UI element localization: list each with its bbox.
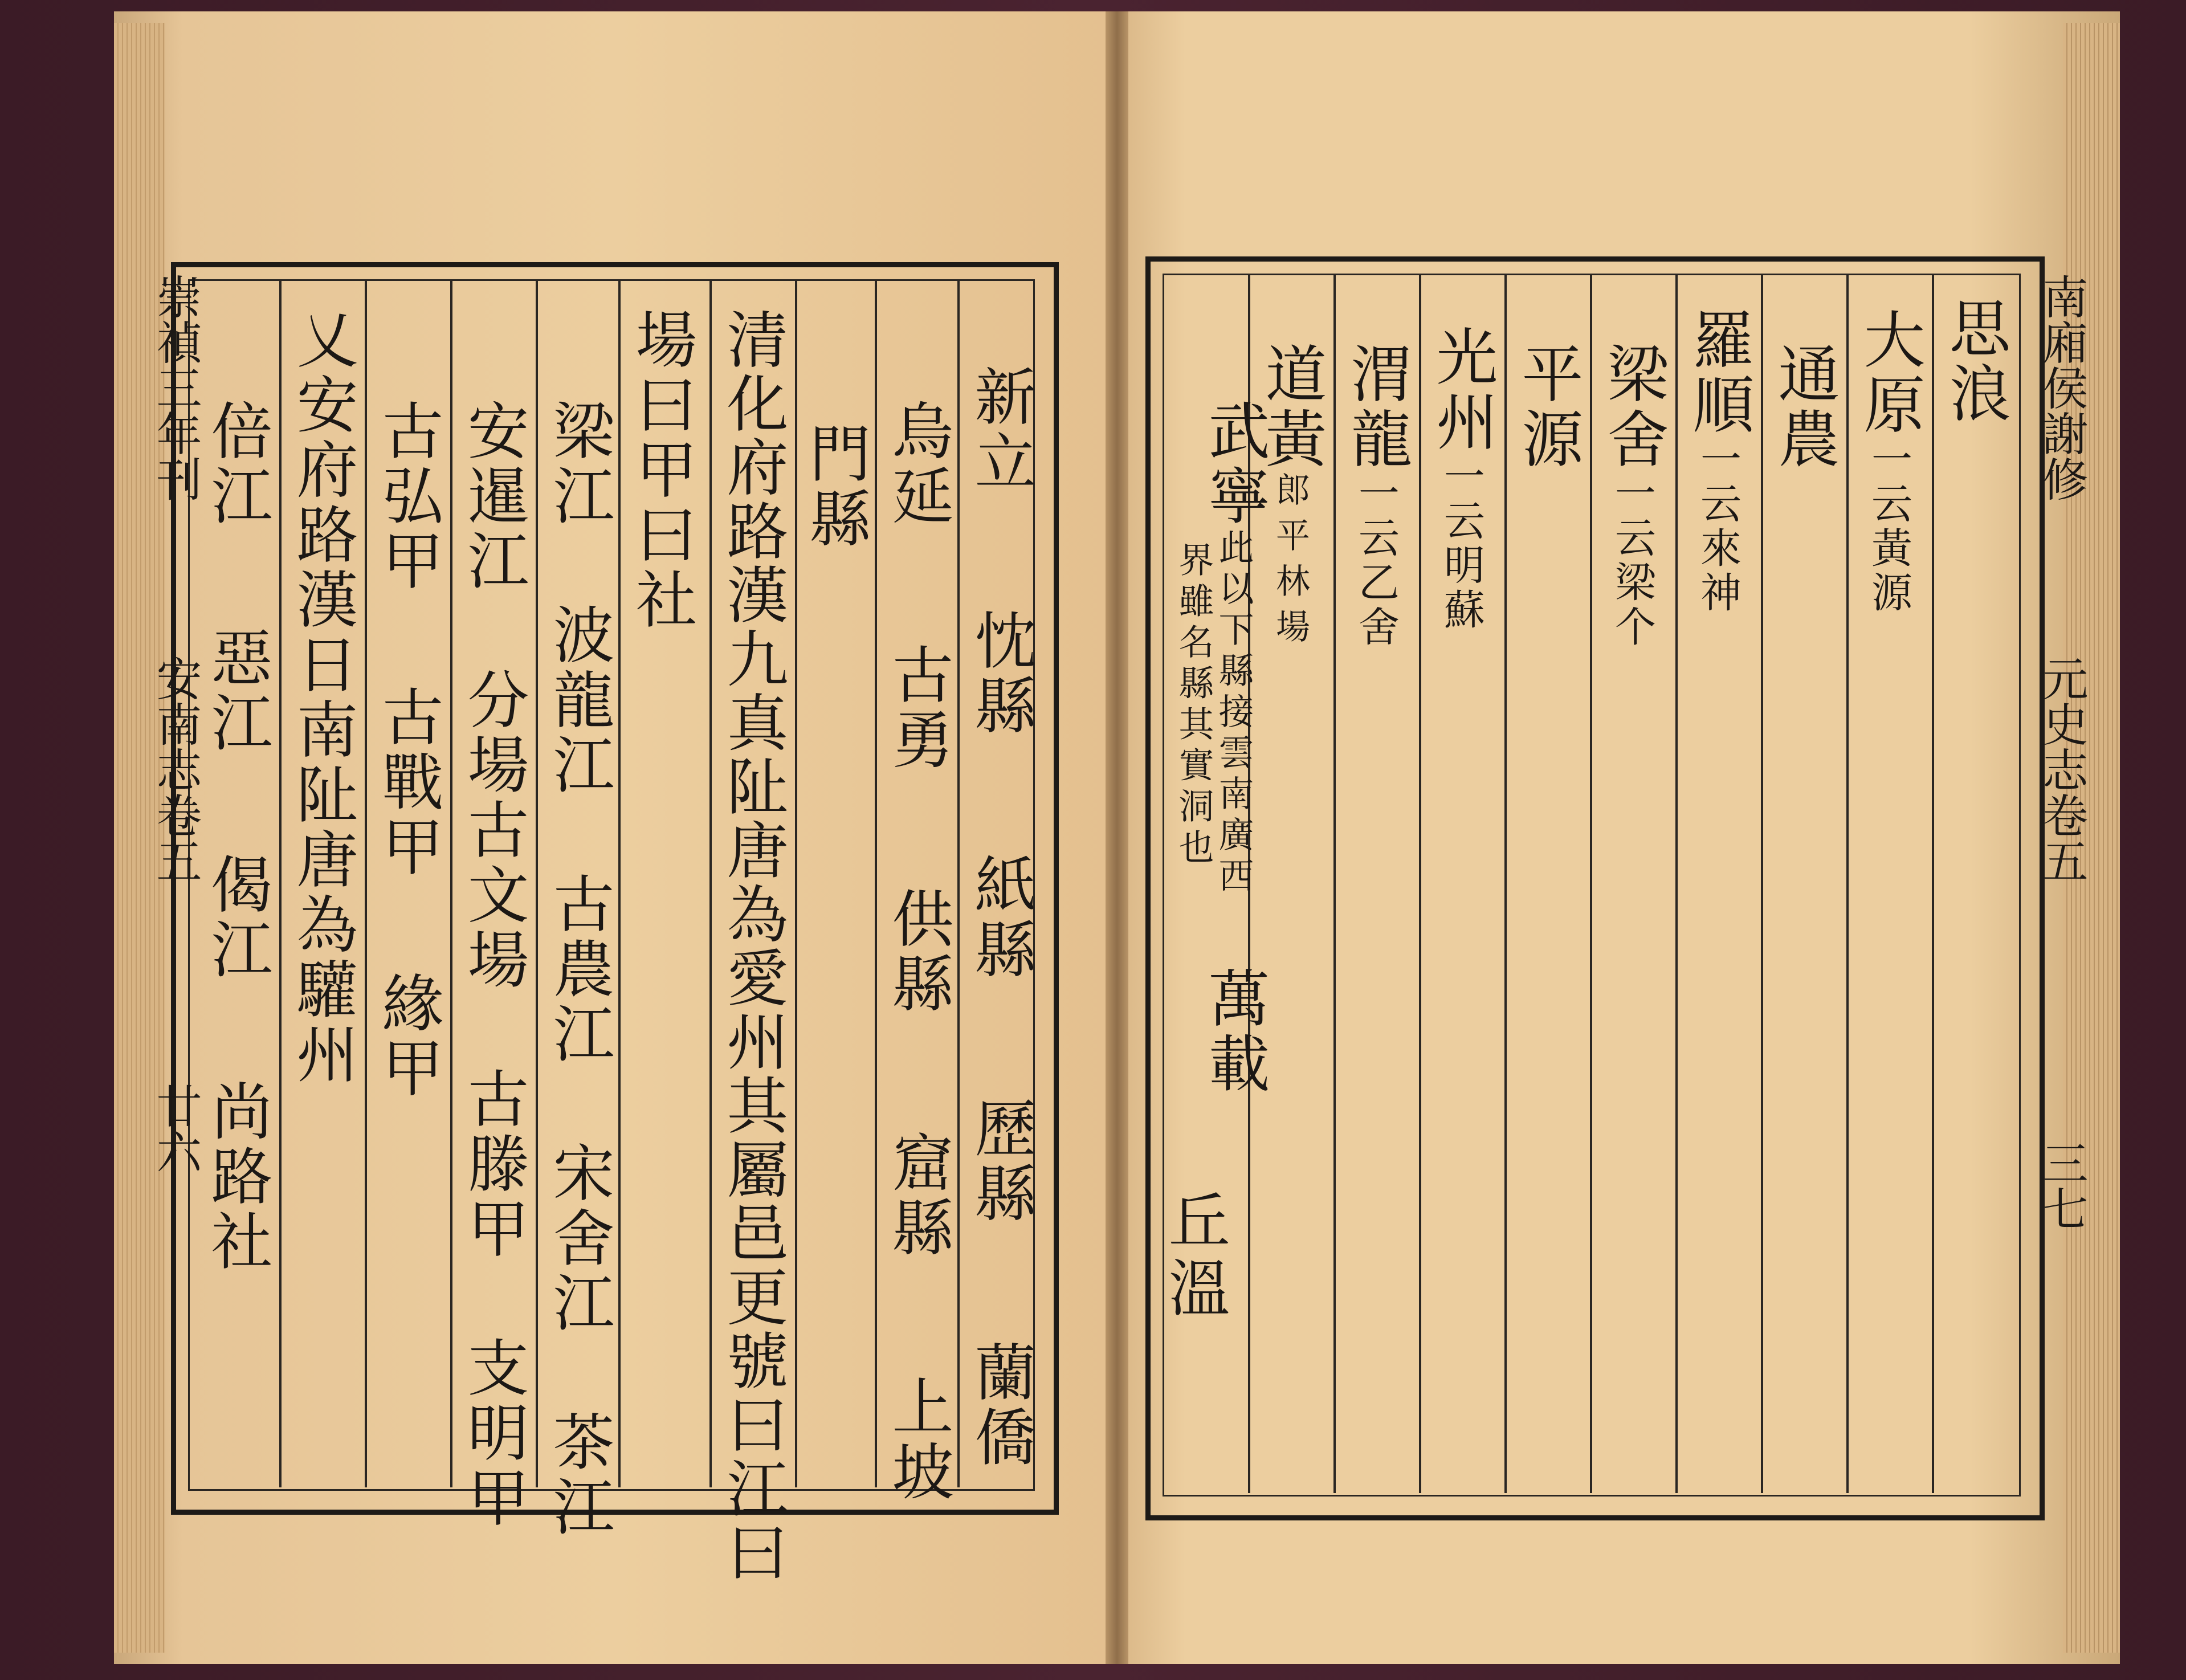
column-rule [1590,274,1592,1493]
text-entry: 供縣 [882,887,953,1017]
text-entry: 茶江 [543,1410,614,1540]
text-column [286,308,357,1087]
text-entry: 支明甲 [457,1336,528,1531]
column-rule [1504,274,1507,1493]
text-column [457,399,528,1531]
text-entry: 光州 [1426,325,1497,455]
text-entry: 大原 [1853,308,1924,438]
column-rule [1761,274,1763,1493]
left-page-number: 廿六 [149,1083,202,1174]
text-annotation: 一云黃源 [1865,438,1912,615]
text-entry: 場曰甲曰社 [625,308,696,633]
text-annotation: 一云梁个 [1608,472,1656,650]
column-rule [450,279,452,1487]
left-fold-label: 崇禎三年刊 [149,274,202,501]
text-column [1939,296,2010,426]
text-column [882,399,953,1618]
text-entry: 丘溫 [1158,1189,1229,1323]
text-entry: 窟縣 [882,1131,953,1261]
text-entry: 乂安府路漢日南阯唐為驩州 [286,308,357,1087]
text-annotation: 一云來神 [1694,438,1742,615]
text-annotation: 界雖名縣其實洞也 [1173,541,1214,870]
text-entry: 惡江 [201,626,272,756]
text-entry: 梁江 [543,399,614,529]
text-column [799,422,870,552]
column-rule [365,279,367,1487]
text-entry: 上坡 [882,1375,953,1504]
right-fold-label-2: 元史志卷五 [2035,655,2088,883]
column-rule [279,279,282,1487]
column-rule [1419,274,1421,1493]
text-entry: 宋舍江 [543,1141,614,1336]
book-gutter [1106,11,1128,1664]
column-rule [618,279,621,1487]
text-entry: 門縣 [799,422,870,552]
text-column [625,308,696,633]
text-column [1511,342,1583,472]
text-entry: 古滕甲 [457,1067,528,1262]
right-fold-label: 南廂侯謝修 [2035,274,2088,501]
text-entry: 古戰甲 [372,685,443,880]
text-entry: 歷縣 [964,1096,1035,1226]
column-rule [1932,274,1934,1493]
text-entry: 道黃 [1255,342,1326,472]
text-entry: 清化府路漢九真阯唐為愛州其屬邑更號曰江曰 [716,308,788,1584]
text-entry: 波龍江 [543,603,614,798]
column-rule [875,279,877,1487]
text-annotation: 郎平林場 [1270,472,1310,654]
text-entry: 尚路社 [201,1079,272,1274]
text-column [201,399,272,1274]
text-entry: 武寧 [1198,399,1269,529]
text-column [1597,342,1668,650]
text-column [372,399,443,1101]
text-entry: 烏延 [882,399,953,529]
text-entry: 緣甲 [372,971,443,1101]
text-annotation: 一云乙舍 [1352,472,1400,650]
text-entry: 蘭僑 [964,1340,1035,1470]
text-entry: 古農江 [543,872,614,1067]
text-column [1340,342,1412,650]
text-entry: 梁舍 [1597,342,1668,472]
text-entry: 分場古文場 [457,668,528,993]
text-entry: 新立 [964,365,1035,495]
column-rule [536,279,538,1487]
left-fold-label-2: 安南志卷五 [149,655,202,883]
column-rule [795,279,797,1487]
text-column [1682,308,1753,615]
column-rule [709,279,712,1487]
text-annotation: 此以下縣接雲南廣西 [1213,529,1254,898]
column-rule [957,279,960,1487]
column-rule [1675,274,1678,1493]
text-annotation: 一云明蘇 [1437,455,1485,633]
text-column [964,365,1035,1584]
text-entry: 羅順 [1682,308,1753,438]
text-column [1853,308,1924,615]
text-entry: 平源 [1511,342,1583,472]
text-column [716,308,788,1584]
column-rule [1333,274,1336,1493]
text-entry: 紙縣 [964,853,1035,982]
text-entry: 渭龍 [1340,342,1412,472]
text-entry: 古弘甲 [372,399,443,594]
text-entry: 倍江 [201,399,272,529]
text-entry: 古勇 [882,643,953,773]
text-entry: 偈江 [201,853,272,982]
text-column [1768,342,1839,472]
text-entry: 思浪 [1939,296,2010,426]
text-column [543,399,614,1540]
text-entry: 忱縣 [964,609,1035,739]
column-rule [1846,274,1849,1493]
right-page-number: 三七 [2035,1140,2088,1231]
text-entry: 安暹江 [457,399,528,594]
text-entry: 萬載 [1198,967,1269,1096]
text-entry: 通農 [1768,342,1839,472]
text-column [1426,325,1497,633]
text-column [1158,541,1229,1323]
